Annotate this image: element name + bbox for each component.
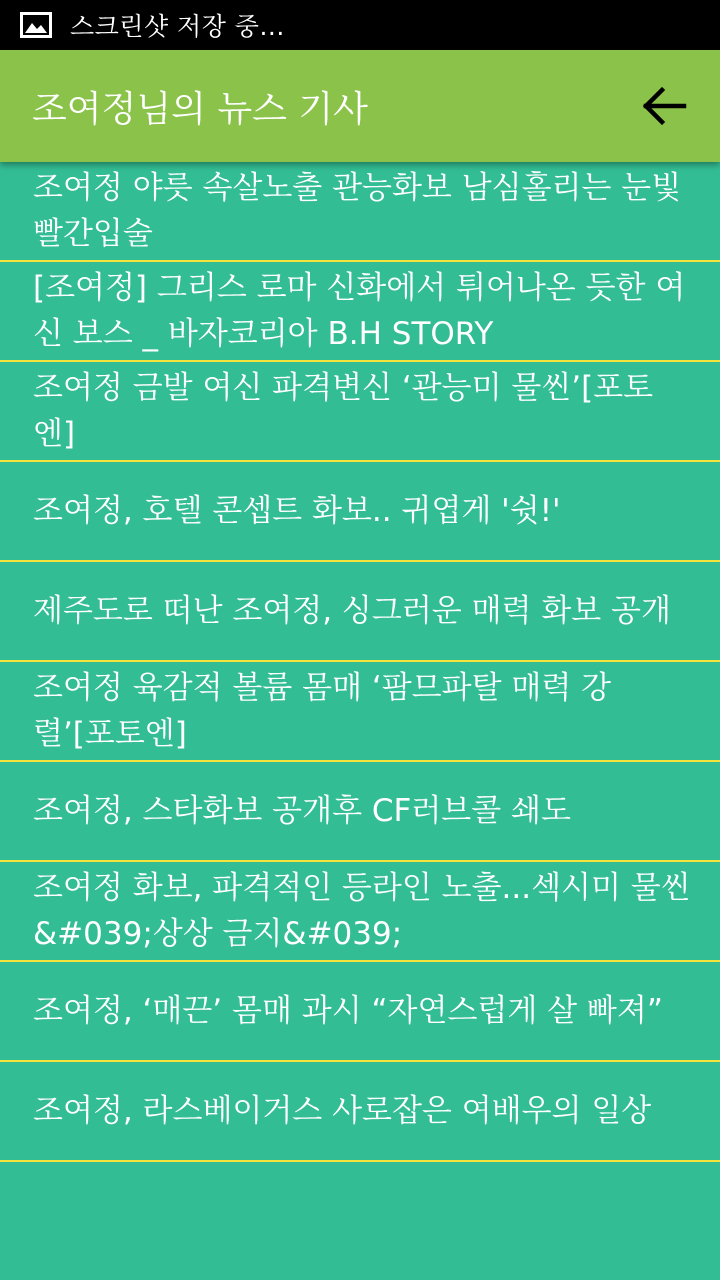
article-title: 조여정 금발 여신 파격변신 ‘관능미 물씬’[포토엔] <box>33 370 654 452</box>
list-item[interactable] <box>0 962 720 1062</box>
list-item[interactable] <box>0 562 720 662</box>
list-item[interactable] <box>0 462 720 562</box>
article-title: [조여정] 그리스 로마 신화에서 튀어나온 듯한 여신 보스 _ 바자코리아 B.H STORY <box>33 270 686 352</box>
list-item[interactable] <box>0 762 720 862</box>
list-item[interactable] <box>0 862 720 962</box>
back-button[interactable] <box>640 82 688 130</box>
list-item[interactable] <box>0 262 720 362</box>
article-title: 조여정, 스타화보 공개후 CF러브콜 쇄도 <box>33 793 571 829</box>
image-icon <box>20 12 52 38</box>
status-text: 스크린샷 저장 중... <box>70 12 285 41</box>
article-title: 조여정 화보, 파격적인 등라인 노출...섹시미 물씬 &#039;상상 금지&#039; <box>33 870 691 952</box>
list-item[interactable] <box>0 362 720 462</box>
article-title: 조여정, 호텔 콘셉트 화보.. 귀엽게 '쉿!' <box>33 493 561 529</box>
article-title: 조여정, ‘매끈’ 몸매 과시 “자연스럽게 살 빠져” <box>33 993 663 1029</box>
app-bar <box>0 50 720 162</box>
list-item[interactable] <box>0 662 720 762</box>
article-title: 조여정, 라스베이거스 사로잡은 여배우의 일상 <box>33 1093 652 1129</box>
article-list <box>0 162 720 1162</box>
article-title: 제주도로 떠난 조여정, 싱그러운 매력 화보 공개 <box>33 593 671 629</box>
status-bar <box>0 0 720 50</box>
list-item[interactable] <box>0 162 720 262</box>
list-item[interactable] <box>0 1062 720 1162</box>
article-title: 조여정 야릇 속살노출 관능화보 남심홀리는 눈빛 빨간입술 <box>33 170 682 252</box>
page-title: 조여정님의 뉴스 기사 <box>32 88 368 130</box>
article-title: 조여정 육감적 볼륨 몸매 ‘팜므파탈 매력 강렬’[포토엔] <box>33 670 612 752</box>
arrow-left-icon <box>640 82 688 130</box>
